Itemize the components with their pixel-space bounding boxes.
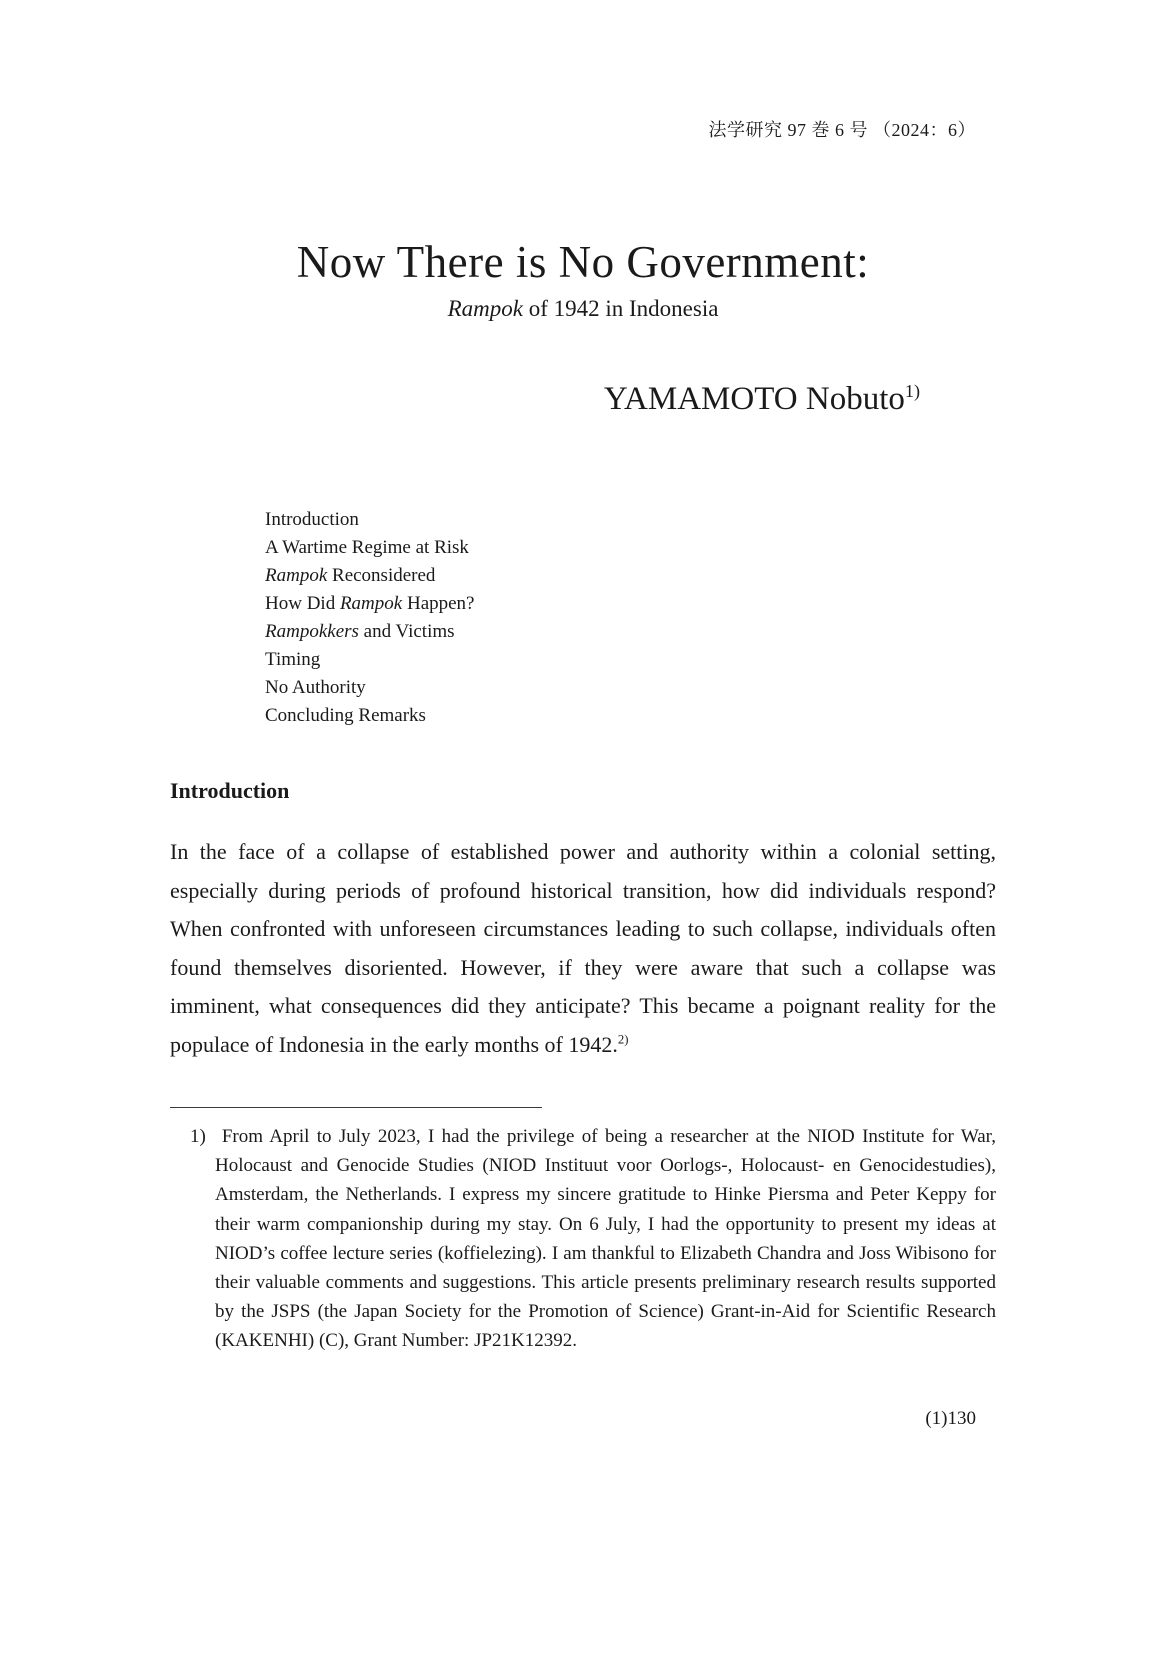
footnote-ref-2: 2) xyxy=(617,1032,629,1047)
toc-item-wartime-regime: A Wartime Regime at Risk xyxy=(265,537,469,558)
author-line xyxy=(604,381,920,418)
footnote-divider xyxy=(170,1107,542,1108)
title-block xyxy=(0,236,1166,322)
footnote-1 xyxy=(190,1122,996,1356)
author-name: YAMAMOTO Nobuto xyxy=(603,381,905,417)
toc-item-how-did-rampok-happen: How Did Rampok Happen? xyxy=(265,593,475,614)
toc-item-introduction: Introduction xyxy=(265,509,359,530)
journal-header: 法学研究 97 巻 6 号 （2024：6） xyxy=(708,120,976,140)
author-note-ref: 1) xyxy=(904,381,920,401)
subtitle-italic-term: Rampok xyxy=(447,296,523,321)
toc-item-rampokkers-and-victims: Rampokkers and Victims xyxy=(265,621,455,642)
toc-item-rampok-reconsidered: Rampok Reconsidered xyxy=(265,565,436,586)
footnote-text: From April to July 2023, I had the privilege of being a researcher at the NIOD Institute for War, Holocaust and Genocide Studies (NIOD Instituut voor Oorlogs-, Holocaust- en Genocidestudies), Amsterdam, the Netherlands. I express my sincere gratitude to Hinke Piersma and Peter Keppy for their warm companionship during my stay. On 6 July, I had the opportunity to present my ideas at NIOD’s coffee lecture series (koffielezing). I am thankful to Elizabeth Chandra and Joss Wibisono for their valuable comments and suggestions. This article presents preliminary research results supported by the JSPS (the Japan Society for the Promotion of Science) Grant-in-Aid for Scientific Research (KAKENHI) (C), Grant Number: JP21K12392. xyxy=(215,1126,996,1352)
paper-subtitle xyxy=(0,296,1166,322)
toc-item-timing: Timing xyxy=(265,649,321,670)
table-of-contents xyxy=(265,506,475,730)
subtitle-rest: of 1942 in Indonesia xyxy=(522,296,719,321)
toc-item-concluding-remarks: Concluding Remarks xyxy=(265,705,426,726)
page-number: (1)130 xyxy=(925,1408,976,1429)
intro-paragraph-text: In the face of a collapse of established power and authority within a colonial setting, especially during periods of profound historical transition, how did individuals respond? When confronted with unforeseen circumstances leading to such collapse, individuals often found themselves disoriented. However, if they were aware that such a collapse was imminent, what consequences did they anticipate? This became a poignant reality for the populace of Indonesia in the early months of 1942. xyxy=(170,839,996,1057)
intro-paragraph xyxy=(170,833,996,1064)
toc-item-no-authority: No Authority xyxy=(265,677,366,698)
paper-title: Now There is No Government: xyxy=(296,237,870,287)
section-heading-introduction: Introduction xyxy=(170,778,290,803)
footnote-marker: 1) xyxy=(190,1126,206,1147)
